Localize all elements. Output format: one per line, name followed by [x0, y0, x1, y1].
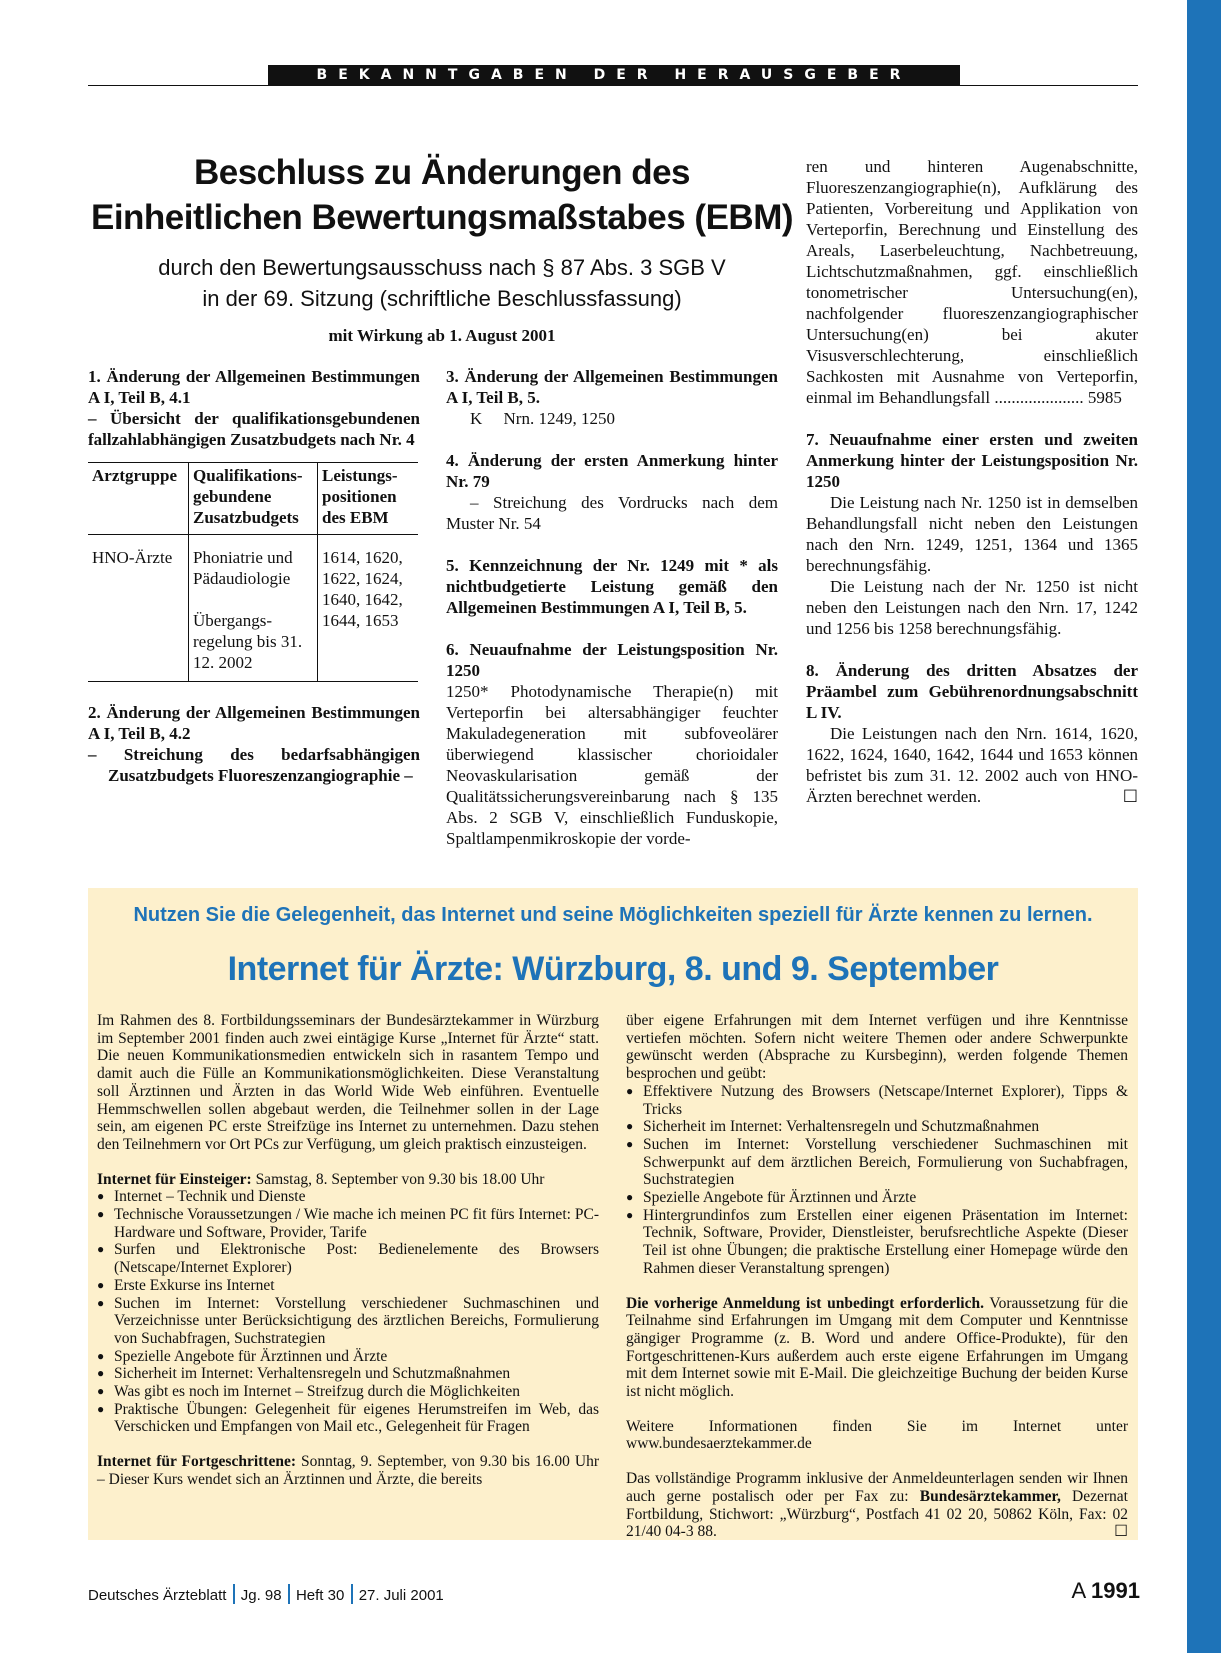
points-value: 5985 [1087, 388, 1122, 407]
section-7-heading: 7. Neuaufnahme einer ersten und zweiten Anmerkung hinter der Leistungsposition Nr. 1250 [806, 430, 1138, 491]
section-6-text: 1250* Photodynamische Therapie(n) mit Verteporfin bei altersabhängiger feuchter Makuladegeneration mit subfoveolärer überwiegend klassischer chorioidaler Neovaskularisation gemäß der Qualitätssicherungsvereinbarung nach § 135 Abs. 2 SGB V, einschließlich Funduskopie, Spaltlampenmikroskopie der vorde- [446, 682, 778, 848]
list-item: ● Surfen und Elektronische Post: Bedienelemente des Browsers (Netscape/Internet Explorer) [97, 1241, 599, 1276]
table-header-budgets: Qualifikations-gebundene Zusatzbudgets [189, 463, 318, 535]
advanced-course-line: Internet für Fortgeschrittene: Sonntag, 9. September, von 9.30 bis 16.00 Uhr – Dieser Kurs wendet sich an Ärztinnen und Ärzte, die bereits [97, 1453, 599, 1488]
more-info: Weitere Informationen finden Sie im Internet unter www.bundesaerztekammer.de [626, 1417, 1128, 1453]
section-1-heading: 1. Änderung der Allgemeinen Bestimmungen A I, Teil B, 4.1 [88, 367, 420, 407]
page-number: A 1991 [1071, 1578, 1140, 1603]
footer-separator [351, 1584, 353, 1604]
section-8-heading: 8. Änderung des dritten Absatzes der Präambel zum Gebührenordnungsabschnitt L IV. [806, 661, 1138, 722]
list-item: ● Erste Exkurse ins Internet [97, 1277, 599, 1295]
list-item: ● Praktische Übungen: Gelegenheit für eigenes Herumstreifen im Web, das Verschicken und Empfangen von Mail etc., Gelegenheit für Fragen [97, 1401, 599, 1436]
beginner-topic-list [97, 1188, 599, 1436]
list-item: ● Was gibt es noch im Internet – Streifzug durch die Möglichkeiten [97, 1383, 599, 1401]
table-cell-positions: 1614, 1620, 1622, 1624, 1640, 1642, 1644, 1653 [318, 535, 419, 682]
list-item: ● Spezielle Angebote für Ärztinnen und Ärzte [97, 1348, 599, 1366]
list-item: ● Technische Voraussetzungen / Wie mache ich meinen PC fit fürs Internet: PC-Hardware und Software, Provider, Tarife [97, 1206, 599, 1241]
section-7-paragraph-2: Die Leistung nach der Nr. 1250 ist nicht neben den Leistungen nach den Nrn. 17, 1242 und 1256 bis 1258 berechnungsfähig. [806, 577, 1138, 638]
sidebar-color-bar [1187, 0, 1221, 1653]
section-5-heading: 5. Kennzeichnung der Nr. 1249 mit * als nichtbudgetierte Leistung gemäß den Allgemeinen Bestimmungen A I, Teil B, 5. [446, 556, 778, 617]
section-7-paragraph-1: Die Leistung nach Nr. 1250 ist in demselben Behandlungsfall nicht neben den Leistungen nach den Nrn. 1249, 1251, 1364 und 1365 berechnungsfähig. [806, 493, 1138, 575]
table-header-group: Arztgruppe [92, 466, 177, 485]
footer-separator [288, 1584, 290, 1604]
article-column-3 [806, 156, 1138, 807]
advanced-course-continuation: über eigene Erfahrungen mit dem Internet verfügen und ihre Kenntnisse vertiefen möchten. Sofern nicht weitere Themen oder andere Schwerpunkte gewünscht werden (Absprache zu Kursbeginn), werden folgende Themen besprochen und geübt: [626, 1012, 1128, 1083]
table-row [88, 535, 418, 682]
journal-issue: Heft 30 [295, 1587, 345, 1604]
page-footer [88, 1584, 444, 1604]
article-subtitle: durch den Bewertungsausschuss nach § 87 Abs. 3 SGB V in der 69. Sitzung (schriftliche Beschlussfassung) [158, 255, 726, 311]
section-2-heading: 2. Änderung der Allgemeinen Bestimmungen A I, Teil B, 4.2 [88, 703, 420, 743]
section-2-subheading: – Streichung des bedarfsabhängigen Zusatzbudgets Fluoreszenzangiographie – [88, 745, 420, 785]
list-item: ● Spezielle Angebote für Ärztinnen und Ärzte [626, 1189, 1128, 1207]
end-mark: ☐ [1122, 787, 1138, 806]
section-4-text: – Streichung des Vordrucks nach dem Muster Nr. 54 [446, 493, 778, 533]
table-cell-group: HNO-Ärzte [92, 548, 173, 567]
beginner-course-line: Internet für Einsteiger: Samstag, 8. September von 9.30 bis 18.00 Uhr [97, 1170, 545, 1188]
journal-name: Deutsches Ärzteblatt [88, 1587, 227, 1604]
footer-separator [233, 1584, 235, 1604]
advanced-topic-list [626, 1083, 1128, 1278]
section-6-heading: 6. Neuaufnahme der Leistungsposition Nr. 1250 [446, 640, 778, 680]
box-heading: Internet für Ärzte: Würzburg, 8. und 9. September [227, 950, 999, 988]
table-header-positions: Leistungs-positionen des EBM [318, 463, 419, 535]
registration-note: Die vorherige Anmeldung ist unbedingt erforderlich. Voraussetzung für die Teilnahme sind Erfahrungen im Umgang mit dem Computer und Kenntnisse gängiger Programme (z. B. Word und andere Office-Produkte), für den Fortgeschrittenen-Kurs außerdem auch erste eigene Erfahrungen im Umgang mit dem Internet sowie mit E-Mail. Die gleichzeitige Buchung der beiden Kurse ist nicht möglich. [626, 1294, 1128, 1401]
section-8-text: Die Leistungen nach den Nrn. 1614, 1620, 1622, 1624, 1640, 1642, 1644 und 1653 können befristet bis zum 31. 12. 2002 auch von HNO-Ärzten berechnet werden. ☐ [806, 724, 1138, 806]
list-item: ● Effektivere Nutzung des Browsers (Netscape/Internet Explorer), Tipps & Tricks [626, 1083, 1128, 1118]
box-column-2 [626, 1012, 1128, 1541]
section-3-text: K Nrn. 1249, 1250 [470, 409, 615, 428]
section-4-heading: 4. Änderung der ersten Anmerkung hinter Nr. 79 [446, 451, 778, 491]
section-6-continuation: ren und hinteren Augenabschnitte, Fluoreszenzangiographie(n), Aufklärung des Patienten, Vorbereitung und Applikation von Verteporfin, Berechnung und Einstellung des Areals, Laserbeleuchtung, Nachbetreuung, Lichtschutzmaßnahmen, ggf. einschließlich tonometrischer Untersuchung(en), nachfolgender fluoreszenzangiographischer Untersuchung(en) bei akuter Visusverschlechterung, einschließlich Sachkosten mit Ausnahme von Verteporfin, einmal im Behandlungsfall ..................... 5985 [806, 157, 1138, 407]
box-end-mark: ☐ [1114, 1523, 1128, 1541]
list-item: ● Internet – Technik und Dienste [97, 1188, 599, 1206]
table-cell-budgets: Phoniatrie und Pädaudiologie Übergangs-regelung bis 31. 12. 2002 [189, 535, 318, 682]
course-info-box [88, 888, 1138, 1540]
article-column-1 [88, 366, 420, 786]
journal-date: 27. Juli 2001 [358, 1587, 444, 1604]
box-subheading: Nutzen Sie die Gelegenheit, das Internet und seine Möglichkeiten speziell für Ärzte kennen zu lernen. [133, 904, 1093, 926]
list-item: ● Sicherheit im Internet: Verhaltensregeln und Schutzmaßnahmen [97, 1365, 599, 1383]
section-3-heading: 3. Änderung der Allgemeinen Bestimmungen A I, Teil B, 5. [446, 367, 778, 407]
effective-date: mit Wirkung ab 1. August 2001 [328, 326, 556, 345]
budget-table [88, 462, 418, 682]
program-request: Das vollständige Programm inklusive der Anmeldeunterlagen senden wir Ihnen auch gerne postalisch oder per Fax zu: Bundesärztekammer, Dezernat Fortbildung, Stichwort: „Würzburg“, Postfach 41 02 20, 50862 Köln, Fax: 02 21/40 04-3 88. ☐ [626, 1470, 1128, 1541]
header-rule [88, 85, 1138, 86]
list-item: ● Suchen im Internet: Vorstellung verschiedener Suchmaschinen und Verzeichnisse unter Berücksichtigung des ärztlichen Bereichs, Formulierung von Suchabfragen, Suchstrategien [97, 1295, 599, 1348]
article-column-2 [446, 366, 778, 849]
list-item: ● Suchen im Internet: Vorstellung verschiedener Suchmaschinen mit Schwerpunkt auf dem ärztlichen Bereich, Formulierung von Suchabfragen, Suchstrategien [626, 1136, 1128, 1189]
box-column-1 [97, 1012, 599, 1489]
journal-volume: Jg. 98 [240, 1587, 282, 1604]
list-item: ● Hintergrundinfos zum Erstellen einer eigenen Präsentation im Internet: Technik, Software, Provider, Dienstleister, berufsrechtliche Aspekte (Dieser Teil ist ohne Übungen; die praktische Erstellung einer Homepage würde den Rahmen dieser Veranstaltung sprengen) [626, 1207, 1128, 1278]
list-item: ● Sicherheit im Internet: Verhaltensregeln und Schutzmaßnahmen [626, 1118, 1128, 1136]
section-header: BEKANNTGABEN DER HERAUSGEBER [268, 65, 960, 85]
box-intro: Im Rahmen des 8. Fortbildungsseminars der Bundesärztekammer in Würzburg im September 2001 finden auch zwei eintägige Kurse „Internet für Ärzte“ statt. Die neuen Kommunikationsmedien entwickeln sich in rasantem Tempo und damit auch die Fülle an Kommunikationsmöglichkeiten. Diese Veranstaltung soll Ärztinnen und Ärzten in das World Wide Web einführen. Eventuelle Hemmschwellen sollen abgebaut werden, die Teilnehmer sollen in der Lage sein, am eigenen PC erste Streifzüge ins Internet zu unternehmen. Dazu stehen den Teilnehmern vor Ort PCs zur Verfügung, um gleich praktisch einzusteigen. [97, 1012, 599, 1153]
section-1-subheading: – Übersicht der qualifikationsgebundenen fallzahlabhängigen Zusatzbudgets nach Nr. 4 [88, 409, 420, 449]
article-title: Beschluss zu Änderungen des Einheitlichen Bewertungsmaßstabes (EBM) [90, 153, 794, 237]
